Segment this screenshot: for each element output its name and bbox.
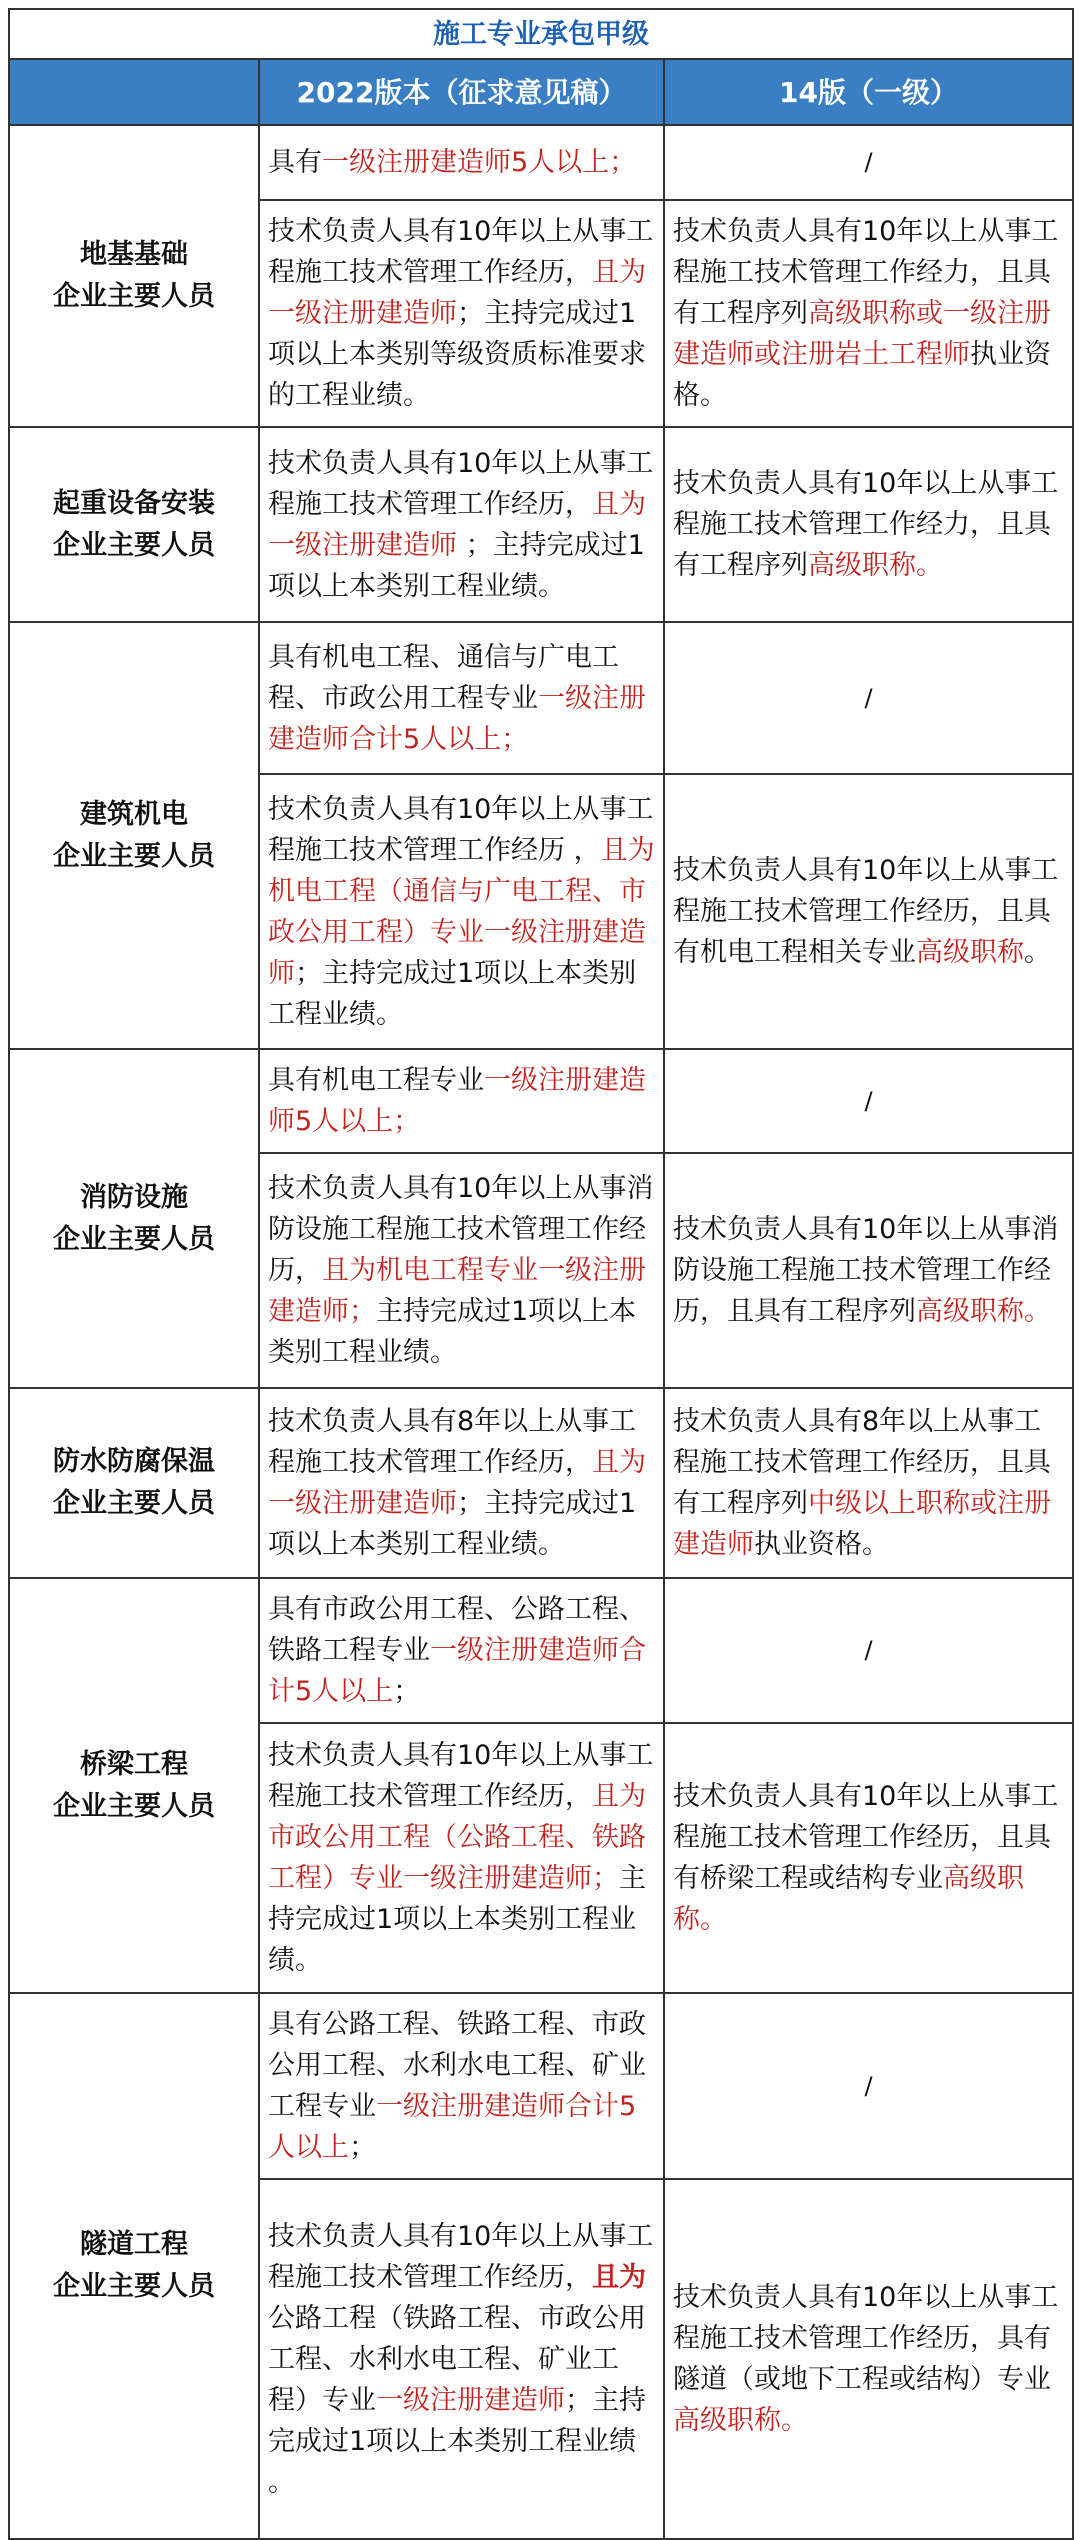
text-segment: 主持完成过1项以上本类别工程业绩。 (268, 1863, 646, 1976)
highlight-text: 一级注册建造师 (376, 2384, 565, 2416)
table-row (9, 427, 1073, 622)
highlight-text: 且为机电工程（通信与广电工程、市政公用工程）专业一级注册建造师 (268, 834, 655, 989)
requirement-14-cell (664, 200, 1073, 427)
highlight-text: 高级职称。 (808, 550, 943, 581)
not-applicable-mark: / (864, 1086, 873, 1115)
text-segment: 技术负责人具有10年以上从事工程施工技术管理工作经历， (268, 447, 654, 520)
requirement-2022-cell (259, 1049, 664, 1153)
category-name: 消防设施 (80, 1181, 188, 1213)
requirement-14-cell (664, 1723, 1073, 1993)
category-name: 起重设备安装 (53, 487, 215, 519)
requirement-14-cell (664, 1049, 1073, 1153)
text-segment: 执业资格。 (673, 339, 1051, 411)
category-subtitle: 企业主要人员 (53, 1488, 215, 1519)
text-segment: 技术负责人具有10年以上从事工程施工技术管理工作经历，且具有桥梁工程或结构专业 (673, 1781, 1059, 1894)
highlight-text: 且为一级注册建造师 (268, 1447, 646, 1519)
text-segment: 执业资格。 (754, 1529, 889, 1560)
not-applicable-mark: / (864, 2071, 873, 2100)
highlight-text: 高级职称。 (916, 1296, 1051, 1327)
highlight-text: 一级注册建造师合计5人以上； (268, 682, 646, 755)
table-title: 施工专业承包甲级 (9, 9, 1073, 59)
text-segment: 公路工程（铁路工程、市政公用工程、水利水电工程、矿业工程）专业 (268, 2302, 646, 2416)
highlight-text: 且为机电工程专业一级注册建造师； (268, 1255, 646, 1327)
category-cell (9, 1993, 259, 2539)
category-name: 防水防腐保温 (53, 1446, 215, 1477)
text-segment: 技术负责人具有10年以上从事工程施工技术管理工作经历，具有隧道（或地下工程或结构）专业 (673, 2282, 1059, 2395)
category-name: 桥梁工程 (80, 1748, 188, 1780)
requirement-2022-cell (259, 1993, 664, 2179)
requirement-2022-cell (259, 427, 664, 622)
text-segment: 技术负责人具有10年以上从事消防设施工程施工技术管理工作经历，且具有工程序列 (673, 1214, 1059, 1327)
category-name: 建筑机电 (80, 798, 188, 830)
requirement-14-cell (664, 125, 1073, 200)
category-name: 地基基础 (80, 239, 188, 270)
header-row (9, 59, 1073, 125)
category-cell (9, 125, 259, 427)
text-segment: 具有市政公用工程、公路工程、铁路工程专业 (268, 1594, 646, 1666)
category-cell (9, 1578, 259, 1993)
text-segment: 主持完成过1项以上本类别工程业绩。 (268, 1296, 637, 1368)
category-cell (9, 427, 259, 622)
requirement-2022-cell (259, 1578, 664, 1723)
highlight-text: 一级注册建造师5人以上； (268, 1065, 646, 1137)
requirement-14-cell (664, 2179, 1073, 2539)
requirement-2022-cell (259, 125, 664, 200)
category-cell (9, 622, 259, 1049)
requirement-2022-cell (259, 774, 664, 1049)
text-segment: 具有公路工程、铁路工程、市政公用工程、水利水电工程、矿业工程专业 (268, 2009, 646, 2122)
header-2022-version: 2022版本（征求意见稿） (259, 59, 664, 125)
requirement-2022-cell (259, 622, 664, 774)
not-applicable-mark: / (864, 148, 873, 176)
highlight-text: 高级职称 (916, 937, 1024, 968)
requirement-2022-cell (259, 200, 664, 427)
highlight-text: 且为市政公用工程（公路工程、铁路工程）专业一级注册建造师； (268, 1781, 646, 1894)
table-row (9, 125, 1073, 200)
highlight-text: 一级注册建造师合计5人以上 (268, 2091, 637, 2163)
highlight-text: 且为一级注册建造师 (268, 257, 646, 329)
category-subtitle: 企业主要人员 (53, 1223, 215, 1255)
not-applicable-mark: / (864, 683, 873, 712)
requirement-14-cell (664, 427, 1073, 622)
text-segment: 技术负责人具有10年以上从事工程施工技术管理工作经历，且具有机电工程相关专业 (673, 855, 1059, 968)
highlight-text: 且为一级注册建造师 (268, 488, 646, 561)
category-subtitle: 企业主要人员 (53, 840, 215, 872)
text-segment: 技术负责人具有10年以上从事工程施工技术管理工作经历 ， (268, 793, 654, 866)
requirement-14-cell (664, 1388, 1073, 1578)
table-row (9, 1049, 1073, 1153)
table-row (9, 1388, 1073, 1578)
table-row (9, 622, 1073, 774)
text-segment: ；主持完成过1项以上本类别工程业绩。 (268, 529, 645, 602)
requirement-2022-cell (259, 2179, 664, 2539)
text-segment: 技术负责人具有8年以上从事工程施工技术管理工作经历， (268, 1406, 637, 1478)
highlight-text: 高级职称或一级注册建造师或注册岩土工程师 (673, 298, 1051, 370)
requirement-2022-cell (259, 1153, 664, 1388)
header-14-version: 14版（一级） (664, 59, 1073, 125)
category-name: 隧道工程 (80, 2229, 188, 2260)
requirement-2022-cell (259, 1388, 664, 1578)
text-segment: ；主持完成过1项以上本类别工程业绩。 (268, 1488, 637, 1560)
category-subtitle: 企业主要人员 (53, 2271, 215, 2302)
text-segment: 技术负责人具有10年以上从事工程施工技术管理工作经力，且具有工程序列 (673, 468, 1059, 581)
text-segment: ；主持完成过1项以上本类别工程业绩。 (268, 957, 637, 1030)
category-subtitle: 企业主要人员 (53, 1790, 215, 1822)
requirement-14-cell (664, 774, 1073, 1049)
not-applicable-mark: / (864, 1636, 873, 1664)
text-segment: ；主持完成过1项以上本类别等级资质标准要求的工程业绩。 (268, 298, 646, 411)
text-segment: ； (393, 1676, 421, 1707)
category-subtitle: 企业主要人员 (53, 281, 215, 312)
text-segment: 技术负责人具有10年以上从事工程施工技术管理工作经历， (268, 1740, 654, 1812)
category-cell (9, 1388, 259, 1578)
highlight-text: 且为 (592, 2261, 646, 2293)
text-segment: 技术负责人具有10年以上从事工程施工技术管理工作经历， (268, 2220, 654, 2293)
requirement-14-cell (664, 1578, 1073, 1723)
requirement-14-cell (664, 1993, 1073, 2179)
highlight-text: 高级职称。 (673, 1863, 1024, 1935)
text-segment: 技术负责人具有10年以上从事工程施工技术管理工作经历， (268, 216, 654, 288)
text-segment: 具有机电工程、通信与广电工程、市政公用工程专业 (268, 641, 619, 714)
text-segment: 技术负责人具有10年以上从事工程施工技术管理工作经力，且具有工程序列 (673, 216, 1059, 329)
qualification-table (8, 8, 1074, 2540)
highlight-text: 一级注册建造师5人以上； (322, 147, 637, 178)
requirement-14-cell (664, 622, 1073, 774)
category-subtitle: 企业主要人员 (53, 529, 215, 561)
requirement-2022-cell (259, 1723, 664, 1993)
text-segment: 技术负责人具有8年以上从事工程施工技术管理工作经历，且具有工程序列 (673, 1406, 1051, 1519)
highlight-text: 一级注册建造师合计5人以上 (268, 1635, 646, 1707)
text-segment: 技术负责人具有10年以上从事消防设施工程施工技术管理工作经历， (268, 1173, 654, 1286)
text-segment: 具有 (268, 147, 322, 178)
header-category (9, 59, 259, 125)
table-row (9, 1578, 1073, 1723)
title-row (9, 9, 1073, 59)
requirement-14-cell (664, 1153, 1073, 1388)
text-segment: ； (349, 2132, 376, 2163)
text-segment: ；主持完成过1项以上本类别工程业绩 。 (268, 2384, 646, 2498)
text-segment: 具有机电工程专业 (268, 1065, 484, 1096)
text-segment: 。 (1024, 937, 1051, 968)
highlight-text: 中级以上职称或注册建造师 (673, 1488, 1051, 1560)
table-row (9, 1993, 1073, 2179)
highlight-text: 高级职称。 (673, 2405, 808, 2436)
category-cell (9, 1049, 259, 1388)
